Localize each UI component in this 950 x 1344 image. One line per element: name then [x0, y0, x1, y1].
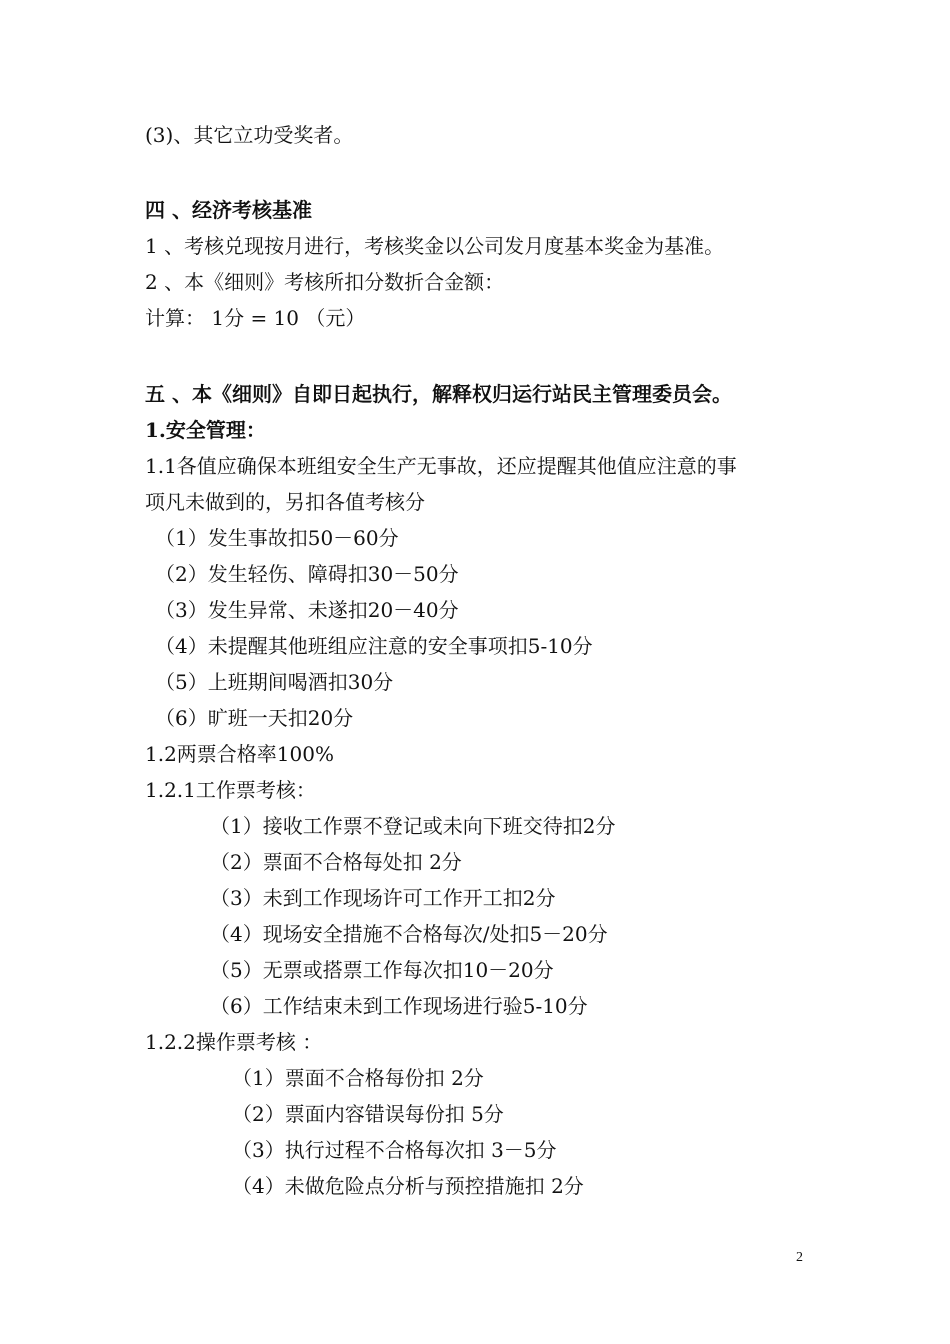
- list-item-work-ticket-registration: （1）接收工作票不登记或未向下班交待扣2分: [210, 814, 616, 838]
- list-item-work-ticket-safety-measures: （4）现场安全措施不合格每次/处扣5－20分: [210, 922, 608, 946]
- list-item-operation-ticket-unqualified: （1）票面不合格每份扣 2分: [232, 1066, 484, 1090]
- text-line-calculation: 计算： 1分 = 10 （元）: [145, 306, 366, 330]
- page-number: 2: [796, 1250, 803, 1265]
- list-item-operation-ticket-content-error: （2）票面内容错误每份扣 5分: [232, 1102, 504, 1126]
- text-line-other-awards: (3)、其它立功受奖者。: [145, 123, 354, 147]
- list-item-minor-injury: （2）发生轻伤、障碍扣30－50分: [155, 562, 459, 586]
- section-heading-economic-assessment: 四 、经济考核基准: [145, 198, 312, 222]
- list-item-work-ticket-unqualified: （2）票面不合格每处扣 2分: [210, 850, 462, 874]
- list-item-work-ticket-inspection: （6）工作结束未到工作现场进行验5-10分: [210, 994, 588, 1018]
- list-item-drinking: （5）上班期间喝酒扣30分: [155, 670, 394, 694]
- text-line-safety-rule-1: 1.1各值应确保本班组安全生产无事故，还应提醒其他值应注意的事: [145, 454, 737, 478]
- list-item-operation-ticket-risk-analysis: （4）未做危险点分析与预控措施扣 2分: [232, 1174, 584, 1198]
- subheading-work-ticket-assessment: 1.2.1工作票考核：: [145, 778, 316, 802]
- list-item-accident: （1）发生事故扣50－60分: [155, 526, 399, 550]
- list-item-work-ticket-no-ticket: （5）无票或搭票工作每次扣10－20分: [210, 958, 554, 982]
- text-line-ticket-qualification-rate: 1.2两票合格率100%: [145, 742, 334, 766]
- text-line-assessment-monthly: 1 、考核兑现按月进行，考核奖金以公司发月度基本奖金为基准。: [145, 234, 725, 258]
- section-heading-effective-date: 五 、本《细则》自即日起执行，解释权归运行站民主管理委员会。: [145, 382, 732, 406]
- list-item-operation-ticket-execution: （3）执行过程不合格每次扣 3－5分: [232, 1138, 557, 1162]
- text-line-safety-rule-1-continued: 项凡未做到的，另扣各值考核分: [145, 490, 425, 514]
- list-item-absence: （6）旷班一天扣20分: [155, 706, 354, 730]
- list-item-safety-reminder: （4）未提醒其他班组应注意的安全事项扣5-10分: [155, 634, 593, 658]
- subheading-operation-ticket-assessment: 1.2.2操作票考核 ：: [145, 1030, 323, 1054]
- text-line-deduction-conversion: 2 、本《细则》考核所扣分数折合金额：: [145, 270, 505, 294]
- subsection-heading-safety-management: 1.安全管理：: [145, 418, 266, 442]
- list-item-work-ticket-site-permission: （3）未到工作现场许可工作开工扣2分: [210, 886, 556, 910]
- list-item-abnormality: （3）发生异常、未遂扣20－40分: [155, 598, 459, 622]
